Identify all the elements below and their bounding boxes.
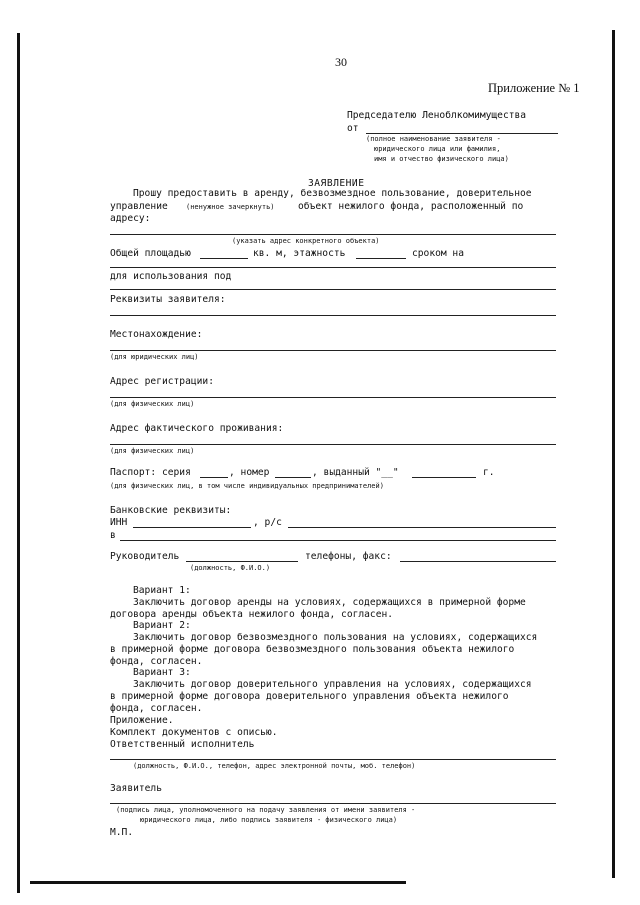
phones-label: телефоны, факс:	[305, 551, 392, 562]
passport-number: , номер	[229, 467, 270, 478]
registration-hint: (для физических лиц)	[110, 400, 195, 408]
residence-label: Адрес фактического проживания:	[110, 423, 284, 434]
residence-hint: (для физических лиц)	[110, 447, 195, 455]
form-title: ЗАЯВЛЕНИЕ	[308, 178, 365, 189]
address-hint: (указать адрес конкретного объекта)	[232, 237, 380, 245]
variant-1-line-2: договора аренды объекта нежилого фонда, согласен.	[110, 609, 394, 620]
inn-field[interactable]	[133, 527, 251, 528]
page-number: 30	[335, 55, 347, 69]
variant-3-title: Вариант 3:	[133, 667, 191, 678]
residence-line[interactable]	[110, 444, 556, 445]
from-line	[366, 133, 558, 134]
bank-in-label: в	[110, 530, 116, 541]
inn-label: ИНН	[110, 517, 128, 528]
floors-field[interactable]	[356, 258, 406, 259]
from-label: от	[347, 123, 359, 134]
head-label: Руководитель	[110, 551, 180, 562]
intro-line-2a: управление	[110, 201, 168, 212]
phones-field[interactable]	[400, 561, 556, 562]
documents-label: Комплект документов с описью.	[110, 727, 278, 738]
term-line[interactable]	[110, 267, 556, 268]
from-hint-2: юридического лица или фамилия,	[374, 145, 501, 153]
head-hint: (должность, Ф.И.О.)	[190, 564, 271, 572]
from-hint-3: имя и отчество физического лица)	[374, 155, 509, 163]
scan-left-bar	[17, 33, 20, 893]
location-line[interactable]	[110, 350, 556, 351]
location-hint: (для юридических лиц)	[110, 353, 199, 361]
requisites-label: Реквизиты заявителя:	[110, 294, 226, 305]
registration-line[interactable]	[110, 397, 556, 398]
executor-line[interactable]	[110, 759, 556, 760]
scan-right-bar	[612, 30, 615, 878]
usage-label: для использования под	[110, 271, 232, 282]
intro-line-1: Прошу предоставить в аренду, безвозмездное пользование, доверительное	[133, 188, 532, 199]
appendix-label: Приложение № 1	[488, 81, 580, 95]
passport-number-field[interactable]	[275, 477, 311, 478]
intro-line-2b: (ненужное зачеркнуть)	[186, 203, 275, 211]
variant-3-line-2: в примерной форме договора доверительного управления объекта нежилого	[110, 691, 509, 702]
account-field[interactable]	[288, 527, 556, 528]
stamp-label: М.П.	[110, 827, 134, 838]
passport-series: Паспорт: серия	[110, 467, 191, 478]
passport-year: г.	[483, 467, 495, 478]
scan-bottom-bar	[30, 881, 406, 884]
usage-line[interactable]	[110, 289, 556, 290]
bank-label: Банковские реквизиты:	[110, 505, 232, 516]
variant-2-title: Вариант 2:	[133, 620, 191, 631]
signature-line[interactable]	[110, 803, 556, 804]
variant-3-line-1: Заключить договор доверительного управления на условиях, содержащихся	[133, 679, 532, 690]
registration-label: Адрес регистрации:	[110, 376, 214, 387]
signature-hint-1: (подпись лица, уполномоченного на подачу заявления от имени заявителя -	[116, 806, 416, 814]
requisites-line[interactable]	[110, 315, 556, 316]
term-label: сроком на	[412, 248, 464, 259]
passport-issued: , выданный "__"	[312, 467, 399, 478]
location-label: Местонахождение:	[110, 329, 203, 340]
intro-line-3: адресу:	[110, 213, 151, 224]
intro-line-2c: объект нежилого фонда, расположенный по	[298, 201, 524, 212]
variant-2-line-1: Заключить договор безвозмездного пользования на условиях, содержащихся	[133, 632, 538, 643]
variant-1-line-1: Заключить договор аренды на условиях, содержащихся в примерной форме	[133, 597, 526, 608]
attachment-label: Приложение.	[110, 715, 174, 726]
applicant-label: Заявитель	[110, 783, 162, 794]
variant-3-line-3: фонда, согласен.	[110, 703, 203, 714]
area-unit: кв. м, этажность	[253, 248, 346, 259]
executor-hint: (должность, Ф.И.О., телефон, адрес электронной почты, моб. телефон)	[133, 762, 416, 770]
passport-hint: (для физических лиц, в том числе индивидуальных предпринимателей)	[110, 482, 384, 490]
bank-name-field[interactable]	[120, 540, 556, 541]
addressee: Председателю Леноблкомимущества	[347, 110, 527, 121]
address-line[interactable]	[110, 234, 556, 235]
area-label: Общей площадью	[110, 248, 191, 259]
variant-1-title: Вариант 1:	[133, 585, 191, 596]
executor-label: Ответственный исполнитель	[110, 739, 255, 750]
area-field[interactable]	[200, 258, 248, 259]
head-field[interactable]	[186, 561, 298, 562]
from-hint-1: (полное наименование заявителя -	[366, 135, 501, 143]
account-label: , р/с	[253, 517, 282, 528]
variant-2-line-2: в примерной форме договора безвозмездного пользования объекта нежилого	[110, 644, 515, 655]
passport-series-field[interactable]	[200, 477, 228, 478]
passport-date-field[interactable]	[412, 477, 476, 478]
signature-hint-2: юридического лица, либо подпись заявителя - физического лица)	[140, 816, 398, 824]
variant-2-line-3: фонда, согласен.	[110, 656, 203, 667]
